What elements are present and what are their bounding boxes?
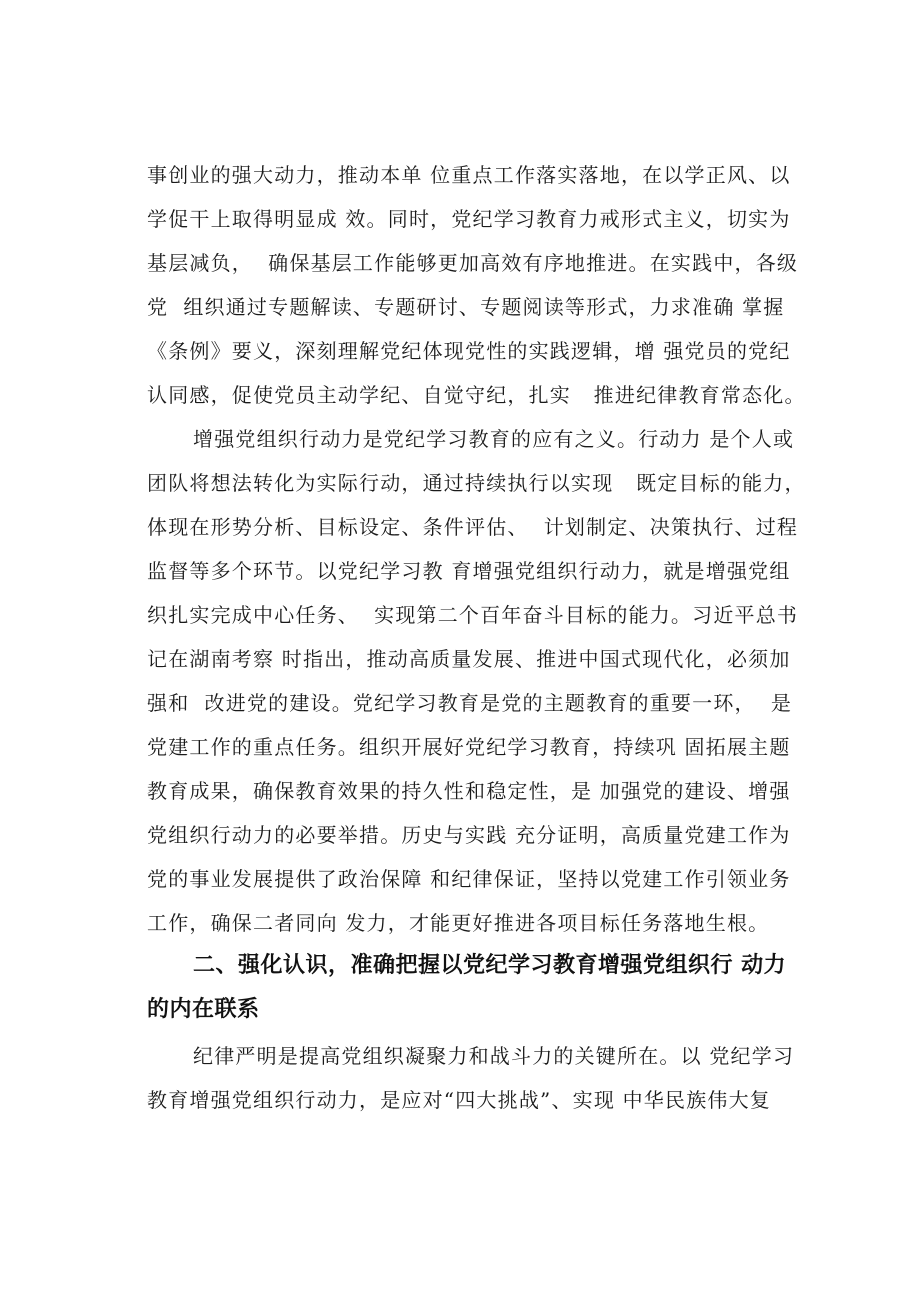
paragraph-line: 体现在形势分析、目标设定、条件评估、 计划制定、决策执行、过程	[147, 515, 799, 539]
section-heading-line: 二、强化认识，准确把握以党纪学习教育增强党组织行 动力	[193, 953, 787, 978]
paragraph-line: 学促干上取得明显成 效。同时，党纪学习教育力戒形式主义，切实为	[147, 207, 791, 231]
paragraph-line: 强和 改进党的建设。党纪学习教育是党的主题教育的重要一环， 是	[147, 691, 793, 715]
paragraph-line: 事创业的强大动力，推动本单 位重点工作落实落地，在以学正风、以	[147, 163, 791, 187]
paragraph-line: 党组织行动力的必要举措。历史与实践 充分证明，高质量党建工作为	[147, 823, 791, 847]
section-heading-line: 的内在联系	[147, 997, 260, 1022]
paragraph-line: 党建工作的重点任务。组织开展好党纪学习教育，持续巩 固拓展主题	[147, 735, 791, 759]
paragraph-line: 监督等多个环节。以党纪学习教 育增强党组织行动力，就是增强党组	[147, 559, 791, 583]
paragraph-line: 《条例》要义，深刻理解党纪体现党性的实践逻辑，增 强党员的党纪	[147, 339, 791, 363]
paragraph-line: 织扎实完成中心任务、 实现第二个百年奋斗目标的能力。习近平总书	[147, 603, 799, 627]
paragraph-line: 党的事业发展提供了政治保障 和纪律保证，坚持以党建工作引领业务	[147, 867, 791, 891]
paragraph-line: 基层减负， 确保基层工作能够更加高效有序地推进。在实践中，各级	[147, 251, 799, 275]
paragraph-line: 纪律严明是提高党组织凝聚力和战斗力的关键所在。以 党纪学习	[193, 1044, 795, 1068]
paragraph-line: 团队将想法转化为实际行动，通过持续执行以实现 既定目标的能力，	[147, 471, 806, 495]
paragraph-line: 增强党组织行动力是党纪学习教育的应有之义。行动力 是个人或	[193, 427, 795, 451]
paragraph-line: 教育成果，确保教育效果的持久性和稳定性，是 加强党的建设、增强	[147, 779, 791, 803]
paragraph-line: 教育增强党组织行动力，是应对“四大挑战”、实现 中华民族伟大复	[147, 1088, 772, 1112]
paragraph-line: 党 组织通过专题解读、专题研讨、专题阅读等形式，力求准确 掌握	[147, 295, 785, 319]
paragraph-line: 工作，确保二者同向 发力，才能更好推进各项目标任务落地生根。	[147, 911, 770, 935]
paragraph-line: 记在湖南考察 时指出，推动高质量发展、推进中国式现代化，必须加	[147, 647, 791, 671]
paragraph-line: 认同感，促使党员主动学纪、自觉守纪，扎实 推进纪律教育常态化。	[147, 383, 806, 407]
